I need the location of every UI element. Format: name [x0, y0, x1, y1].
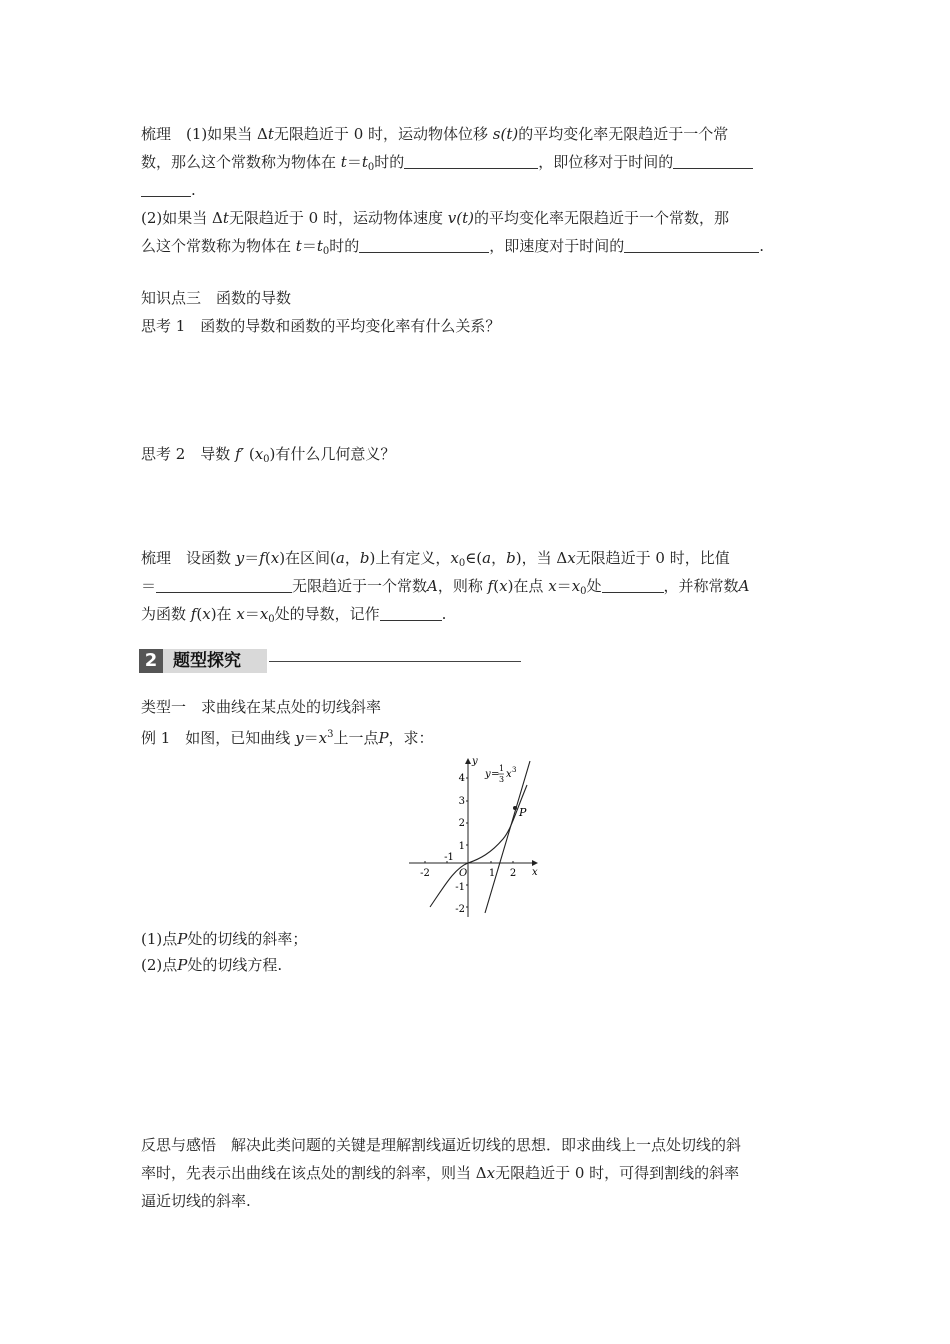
- section-divider: [269, 661, 521, 662]
- point-p-label: P: [519, 806, 527, 819]
- type-title: 类型一 求曲线在某点处的切线斜率: [141, 698, 382, 716]
- cubic-curve: [430, 785, 527, 907]
- svg-text:x: x: [506, 769, 512, 780]
- example-1-question: 例 1 如图，已知曲线 $y=x^3$上一点P，求：: [141, 729, 434, 747]
- svg-text:2: 2: [509, 868, 517, 879]
- section-number: 2: [139, 649, 163, 673]
- curve-equation-label: [484, 764, 516, 784]
- review1-line2: 数，那么这个常数称为物体在 $t=t_0$时的 ，即位移对于时间的: [141, 152, 753, 178]
- reflection-line3: 逼近切线的斜率.: [141, 1192, 251, 1210]
- section-title: 题型探究: [173, 651, 241, 671]
- svg-text:y: y: [485, 769, 491, 780]
- fill-blank[interactable]: [673, 154, 753, 169]
- origin-label: O: [459, 868, 468, 879]
- review1-line1: 梳理 (1)如果当 Δt无限趋近于 0 时，运动物体位移 s(t)的平均变化率无限趋近于一个常: [141, 125, 729, 143]
- sub-question-1: (1)点P处的切线的斜率；: [141, 930, 308, 948]
- svg-text:=: =: [491, 769, 500, 780]
- review-label: 梳理: [141, 125, 172, 143]
- svg-text:3: 3: [458, 796, 465, 807]
- review1-line5: 么这个常数称为物体在 $t=t_0$时的 ，即速度对于时间的 .: [141, 237, 765, 257]
- review1-line3: .: [141, 180, 196, 200]
- svg-text:2: 2: [458, 818, 465, 829]
- cubic-curve-figure: [405, 755, 545, 920]
- review2-line1: 梳理 设函数 y＝f(x)在区间(a，b)上有定义，$x_0\in(a$，b)，当 Δx无限趋近于 0 时，比值: [141, 549, 730, 569]
- think-question-2: 思考 2 导数 f′ $(x_0)$有什么几何意义？: [141, 445, 396, 465]
- svg-text:-1: -1: [444, 852, 454, 863]
- svg-text:1: 1: [488, 868, 496, 879]
- x-axis-label: x: [532, 867, 538, 878]
- point-p-marker: [513, 806, 517, 810]
- fill-blank[interactable]: [141, 182, 191, 197]
- knowledge-title: 知识点三 函数的导数: [141, 289, 292, 307]
- fill-blank[interactable]: [359, 238, 489, 253]
- svg-text:-2: -2: [420, 868, 430, 879]
- tangent-line: [485, 761, 530, 913]
- fill-blank[interactable]: [404, 154, 538, 169]
- fill-blank[interactable]: [602, 578, 664, 593]
- review2-line3: 为函数 f(x)在 $x=x_0$处的导数，记作 .: [141, 605, 447, 625]
- review1-line4: (2)如果当 Δt无限趋近于 0 时，运动物体速度 v(t)的平均变化率无限趋近于一个常数，那: [141, 209, 729, 227]
- svg-text:3: 3: [499, 775, 505, 784]
- reflection-line1: 反思与感悟 解决此类问题的关键是理解割线逼近切线的思想．即求曲线上一点处切线的斜: [141, 1136, 742, 1154]
- sub-question-2: (2)点P处的切线方程.: [141, 956, 283, 974]
- svg-text:-2: -2: [455, 904, 465, 915]
- think-question-1: 思考 1 函数的导数和函数的平均变化率有什么关系？: [141, 317, 501, 335]
- fill-blank[interactable]: [156, 578, 292, 593]
- y-axis-label: y: [472, 756, 478, 767]
- fill-blank[interactable]: [624, 238, 759, 253]
- svg-text:-1: -1: [455, 882, 465, 893]
- review2-line2: ＝ 无限趋近于一个常数A，则称 f(x)在点 $x=x_0$处 ，并称常数A: [141, 577, 750, 597]
- reflection-line2: 率时，先表示出曲线在该点处的割线的斜率，则当 Δx无限趋近于 0 时，可得到割线的斜率: [141, 1164, 740, 1182]
- section-header: [139, 649, 267, 673]
- svg-text:4: 4: [458, 773, 465, 784]
- svg-text:3: 3: [512, 766, 517, 774]
- svg-text:1: 1: [499, 764, 505, 773]
- y-tick-labels: [455, 773, 468, 915]
- fill-blank[interactable]: [380, 606, 442, 621]
- svg-text:1: 1: [458, 841, 465, 852]
